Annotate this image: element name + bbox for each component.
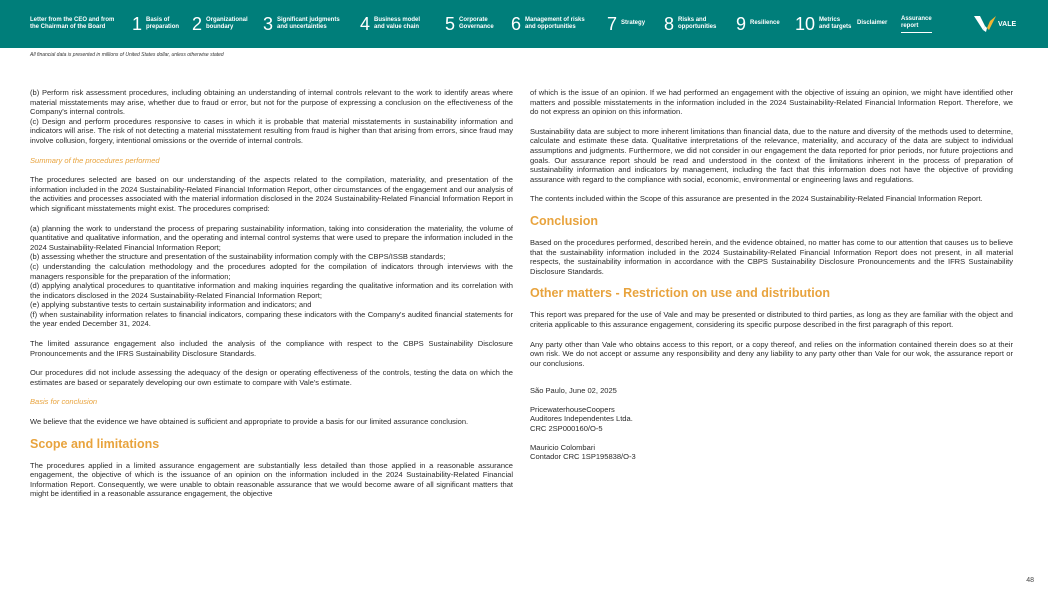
nav-label: Metrics and targets <box>819 16 852 30</box>
paragraph: This report was prepared for the use of Vale and may be presented or distributed to third parties, as long as they are familiar with the object and criteria applicable to this assurance engagement, considering its specific purpose described in the first paragraph of this report. <box>530 310 1013 329</box>
nav-number: 9 <box>736 14 747 34</box>
paragraph: Our procedures did not include assessing the adequacy of the design or operating effectiveness of the controls, testing the data on which the estimates are based or separately developing our own estimate to compare with Vale's estimate. <box>30 368 513 387</box>
top-navigation-bar <box>0 0 1048 48</box>
nav-label: Business model and value chain <box>374 16 421 30</box>
nav-number: 5 <box>445 14 456 34</box>
vale-logo[interactable] <box>974 16 1016 32</box>
nav-number: 6 <box>511 14 522 34</box>
currency-note: All financial data is presented in millions of United States dollar, unless otherwise stated <box>30 52 224 58</box>
paragraph: We believe that the evidence we have obtained is sufficient and appropriate to provide a basis for our limited assurance conclusion. <box>30 417 469 427</box>
nav-ceo-letter[interactable] <box>30 0 114 48</box>
paragraph: (c) Design and perform procedures responsive to cases in which it is probable that material misstatements in sustainability information and indicators will arise. The risk of not detecting a material misstatement resulting from fraud is higher than that arising from errors, since fraud may involve collusion, forgery, intentional omissions or the override of internal controls. <box>30 116 513 145</box>
list-item: (e) applying substantive tests to certain sustainability information and indicators; and <box>30 300 312 310</box>
paragraph: Sustainability data are subject to more inherent limitations than financial data, due to the nature and diversity of the methods used to determine, calculate and estimate these data. Qualitative interpretations of the relevance, materiality, and accuracy of the data are subject to individual assumptions and judgments. Furthermore, we did not consider in our engagement the data reported for prior periods, nor future projections and goals. Our assurance report should be read and understood in the context of the limitations inherent in the process of preparation of sustainability information and indicators by management, including the fact that this information does not have the objective of providing assurance with regard to the compliance with social, economic, environmental or engineering laws and regulations. <box>530 126 1013 184</box>
paragraph: Any party other than Vale who obtains access to this report, or a copy thereof, and relies on the information contained therein does so at their own risk. We do not accept or assume any responsibility and deny any liability to any party other than Vale for our wok, the assurance report or our conclusions. <box>530 339 1013 368</box>
firm-legal-name: Auditores Independentes Ltda. <box>530 414 633 424</box>
signatory-crc: Contador CRC 1SP195838/O-3 <box>530 452 636 462</box>
nav-disclaimer[interactable] <box>857 0 887 48</box>
nav-significant-judgments[interactable] <box>263 0 340 48</box>
firm-crc: CRC 2SP000160/O-5 <box>530 424 603 434</box>
nav-number: 10 <box>795 14 816 34</box>
nav-basis-of-preparation[interactable] <box>132 0 179 48</box>
nav-label: Disclaimer <box>857 20 888 27</box>
nav-resilience[interactable] <box>736 0 780 48</box>
nav-number: 3 <box>263 14 274 34</box>
nav-label: Corporate Governance <box>459 16 494 30</box>
paragraph: of which is the issue of an opinion. If we had performed an engagement with the objective of issuing an opinion, we might have identified other matters and possible misstatements in the information included in the 2024 Sustainability-Related Financial Information Report. Therefore, we do not express an opinion on this information. <box>530 88 1013 117</box>
nav-label: Strategy <box>621 20 646 27</box>
left-column <box>30 88 513 509</box>
nav-label: Significant judgments and uncertainties <box>277 16 340 30</box>
nav-business-model[interactable] <box>360 0 420 48</box>
nav-strategy[interactable] <box>607 0 645 48</box>
nav-label: Risks and opportunities <box>678 16 717 30</box>
list-item: (a) planning the work to understand the process of preparing sustainability information, taking into consideration the materiality, the volume of quantitative and qualitative information, and the operating and internal control systems that were used to prepare the information included in the 2024 Sustainability-Related Financial Information Report; <box>30 223 513 252</box>
nav-metrics-targets[interactable] <box>795 0 851 48</box>
list-item: (d) applying analytical procedures to quantitative information and making inquiries regarding the qualitative information and its correlation with the indicators disclosed in the 2024 Sustainability-Related Financial Information Report; <box>30 281 513 300</box>
paragraph: The procedures selected are based on our understanding of the aspects related to the compilation, materiality, and presentation of the information included in the 2024 Sustainability-Related Financial Information Report, other circumstances of the engagement and our analysis of the activities and processes associated with the material information disclosed in the 2024 Sustainability-Related Financial Information Report in which significant misstatements might exist. The procedures comprised: <box>30 175 513 213</box>
list-item: (c) understanding the calculation methodology and the procedures adopted for the compilation of indicators through interviews with the managers responsible for the preparation of the information; <box>30 261 513 281</box>
firm-name: PricewaterhouseCoopers <box>530 404 615 414</box>
nav-label: Letter from the CEO and from the Chairman of the Board <box>30 16 115 30</box>
nav-label: Basis of preparation <box>146 16 180 30</box>
subheading-basis: Basis for conclusion <box>30 397 98 407</box>
nav-label: Resilience <box>750 20 780 27</box>
heading-other-matters: Other matters - Restriction on use and distribution <box>530 286 831 301</box>
list-item: (f) when sustainability information relates to financial indicators, comparing these indicators with the Company's audited financial statements for the year ended December 31, 2024. <box>30 309 513 329</box>
paragraph: (b) Perform risk assessment procedures, including obtaining an understanding of internal controls relevant to the work to identify areas where material misstatements may arise, whether due to fraud or error, but not for the purpose of expressing a conclusion on the effectiveness of the Company's internal controls. <box>30 88 513 117</box>
nav-label: Assurance report <box>901 16 932 33</box>
heading-scope-limitations: Scope and limitations <box>30 436 160 451</box>
vale-logo-icon <box>974 16 996 32</box>
paragraph: The procedures applied in a limited assurance engagement are substantially less detailed than those applied in a reasonable assurance engagement, the objective of which is the issuance of an opinion on the information included in the 2024 Sustainability-Related Financial Information Report. Consequently, we were unable to obtain reasonable assurance that we would become aware of all significant matters that might be identified in a reasonable assurance engagement, the objective <box>30 460 513 499</box>
nav-risks-opportunities[interactable] <box>664 0 716 48</box>
page-number: 48 <box>1026 577 1034 584</box>
paragraph: The contents included within the Scope of this assurance are presented in the 2024 Sustainability-Related Financial Information Report. <box>530 194 983 204</box>
nav-label: Management of risks and opportunities <box>525 16 585 30</box>
vale-logo-text: VALE <box>998 20 1017 28</box>
list-item: (b) assessing whether the structure and presentation of the sustainability information comply with the CBPS/ISSB standards; <box>30 252 446 262</box>
place-date: São Paulo, June 02, 2025 <box>530 386 617 396</box>
nav-corporate-governance[interactable] <box>445 0 494 48</box>
nav-label: Organizational boundary <box>206 16 248 30</box>
paragraph: Based on the procedures performed, described herein, and the evidence obtained, no matter has come to our attention that causes us to believe that the sustainability information included in the 2024 Sustainability-Related Financial Information Report does not present, in all material respects, the sustainability information in accordance with the CBPS Sustainability Disclosure Pronouncements and the IFRS Sustainability Disclosure Standards. <box>530 237 1013 276</box>
nav-number: 7 <box>607 14 618 34</box>
nav-risk-management[interactable] <box>511 0 585 48</box>
heading-conclusion: Conclusion <box>530 213 599 228</box>
signatory-name: Mauricio Colombari <box>530 442 596 452</box>
nav-number: 1 <box>132 14 143 34</box>
procedures-list <box>30 224 513 330</box>
nav-number: 4 <box>360 14 371 34</box>
right-column <box>530 88 1013 462</box>
nav-organizational-boundary[interactable] <box>192 0 248 48</box>
subheading-summary: Summary of the procedures performed <box>30 155 160 165</box>
signature-block <box>530 386 1013 462</box>
paragraph: The limited assurance engagement also included the analysis of the compliance with respect to the CBPS Sustainability Disclosure Pronouncements and the IFRS Sustainability Disclosure Standards. <box>30 339 513 358</box>
nav-number: 2 <box>192 14 203 34</box>
nav-assurance-report[interactable] <box>901 0 932 48</box>
nav-number: 8 <box>664 14 675 34</box>
